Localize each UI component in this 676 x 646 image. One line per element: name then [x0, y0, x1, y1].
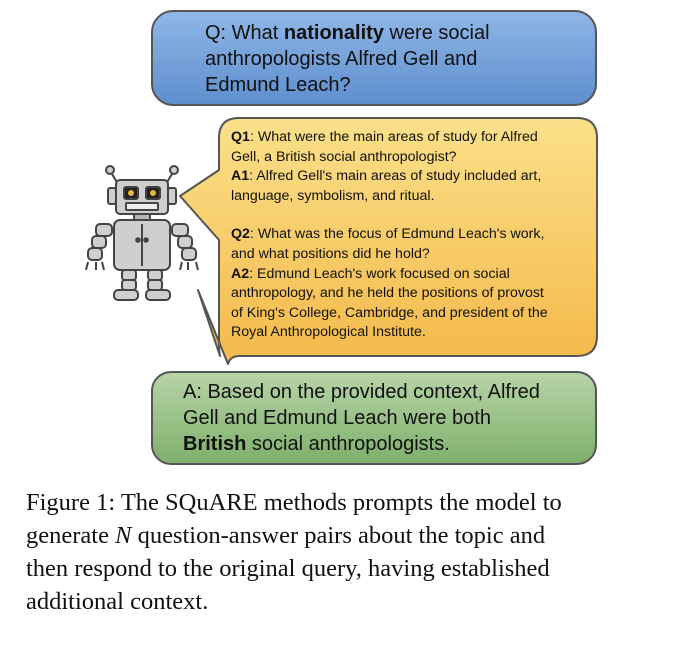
caption-line-2: generate N question-answer pairs about the topic and	[26, 522, 546, 549]
question-line-1: Q: What nationality were social	[205, 22, 490, 44]
q1-text-line-1: : What were the main areas of study for Alfred	[249, 129, 538, 145]
figure-caption	[26, 486, 666, 618]
qa-bubble	[219, 118, 597, 356]
question-bubble	[151, 10, 597, 106]
caption-line-3: then respond to the original query, having established	[26, 555, 550, 582]
caption-variable: N	[115, 522, 132, 549]
question-keyword: nationality	[283, 22, 384, 44]
answer-line-1: A: Based on the provided context, Alfred	[183, 381, 540, 403]
qa-pair-1	[231, 128, 597, 206]
q1-label: Q1	[231, 129, 250, 145]
a2-label: A2	[231, 265, 250, 282]
q1-text-line-2: Gell, a British social anthropologist?	[231, 148, 457, 165]
robot-icon	[82, 160, 202, 310]
question-line-3: Edmund Leach?	[205, 74, 351, 96]
a2-text-line-4: Royal Anthropological Institute.	[231, 324, 426, 341]
a1-label: A1	[231, 168, 250, 185]
q2-text-line-1: : What was the focus of Edmund Leach's work,	[249, 226, 545, 243]
qa-pair-2	[231, 225, 597, 343]
answer-line-2: Gell and Edmund Leach were both	[183, 407, 491, 429]
a1-text-line-1: : Alfred Gell's main areas of study included art,	[249, 168, 542, 185]
answer-bubble	[151, 371, 597, 465]
a1-text-line-2: language, symbolism, and ritual.	[231, 187, 435, 204]
caption-line-1: Figure 1: The SQuARE methods prompts the model to	[26, 489, 562, 516]
question-line-2: anthropologists Alfred Gell and	[205, 48, 478, 70]
a2-text-line-1: : Edmund Leach's work focused on social	[249, 265, 510, 282]
q2-text-line-2: and what positions did he hold?	[231, 245, 430, 262]
caption-line-4: additional context.	[26, 588, 209, 615]
a2-text-line-3: of King's College, Cambridge, and president of the	[231, 304, 548, 321]
a2-text-line-2: anthropology, and he held the positions of provost	[231, 285, 544, 302]
answer-keyword: British	[183, 433, 247, 455]
answer-line-3: British social anthropologists.	[183, 433, 450, 455]
q2-label: Q2	[231, 226, 250, 243]
